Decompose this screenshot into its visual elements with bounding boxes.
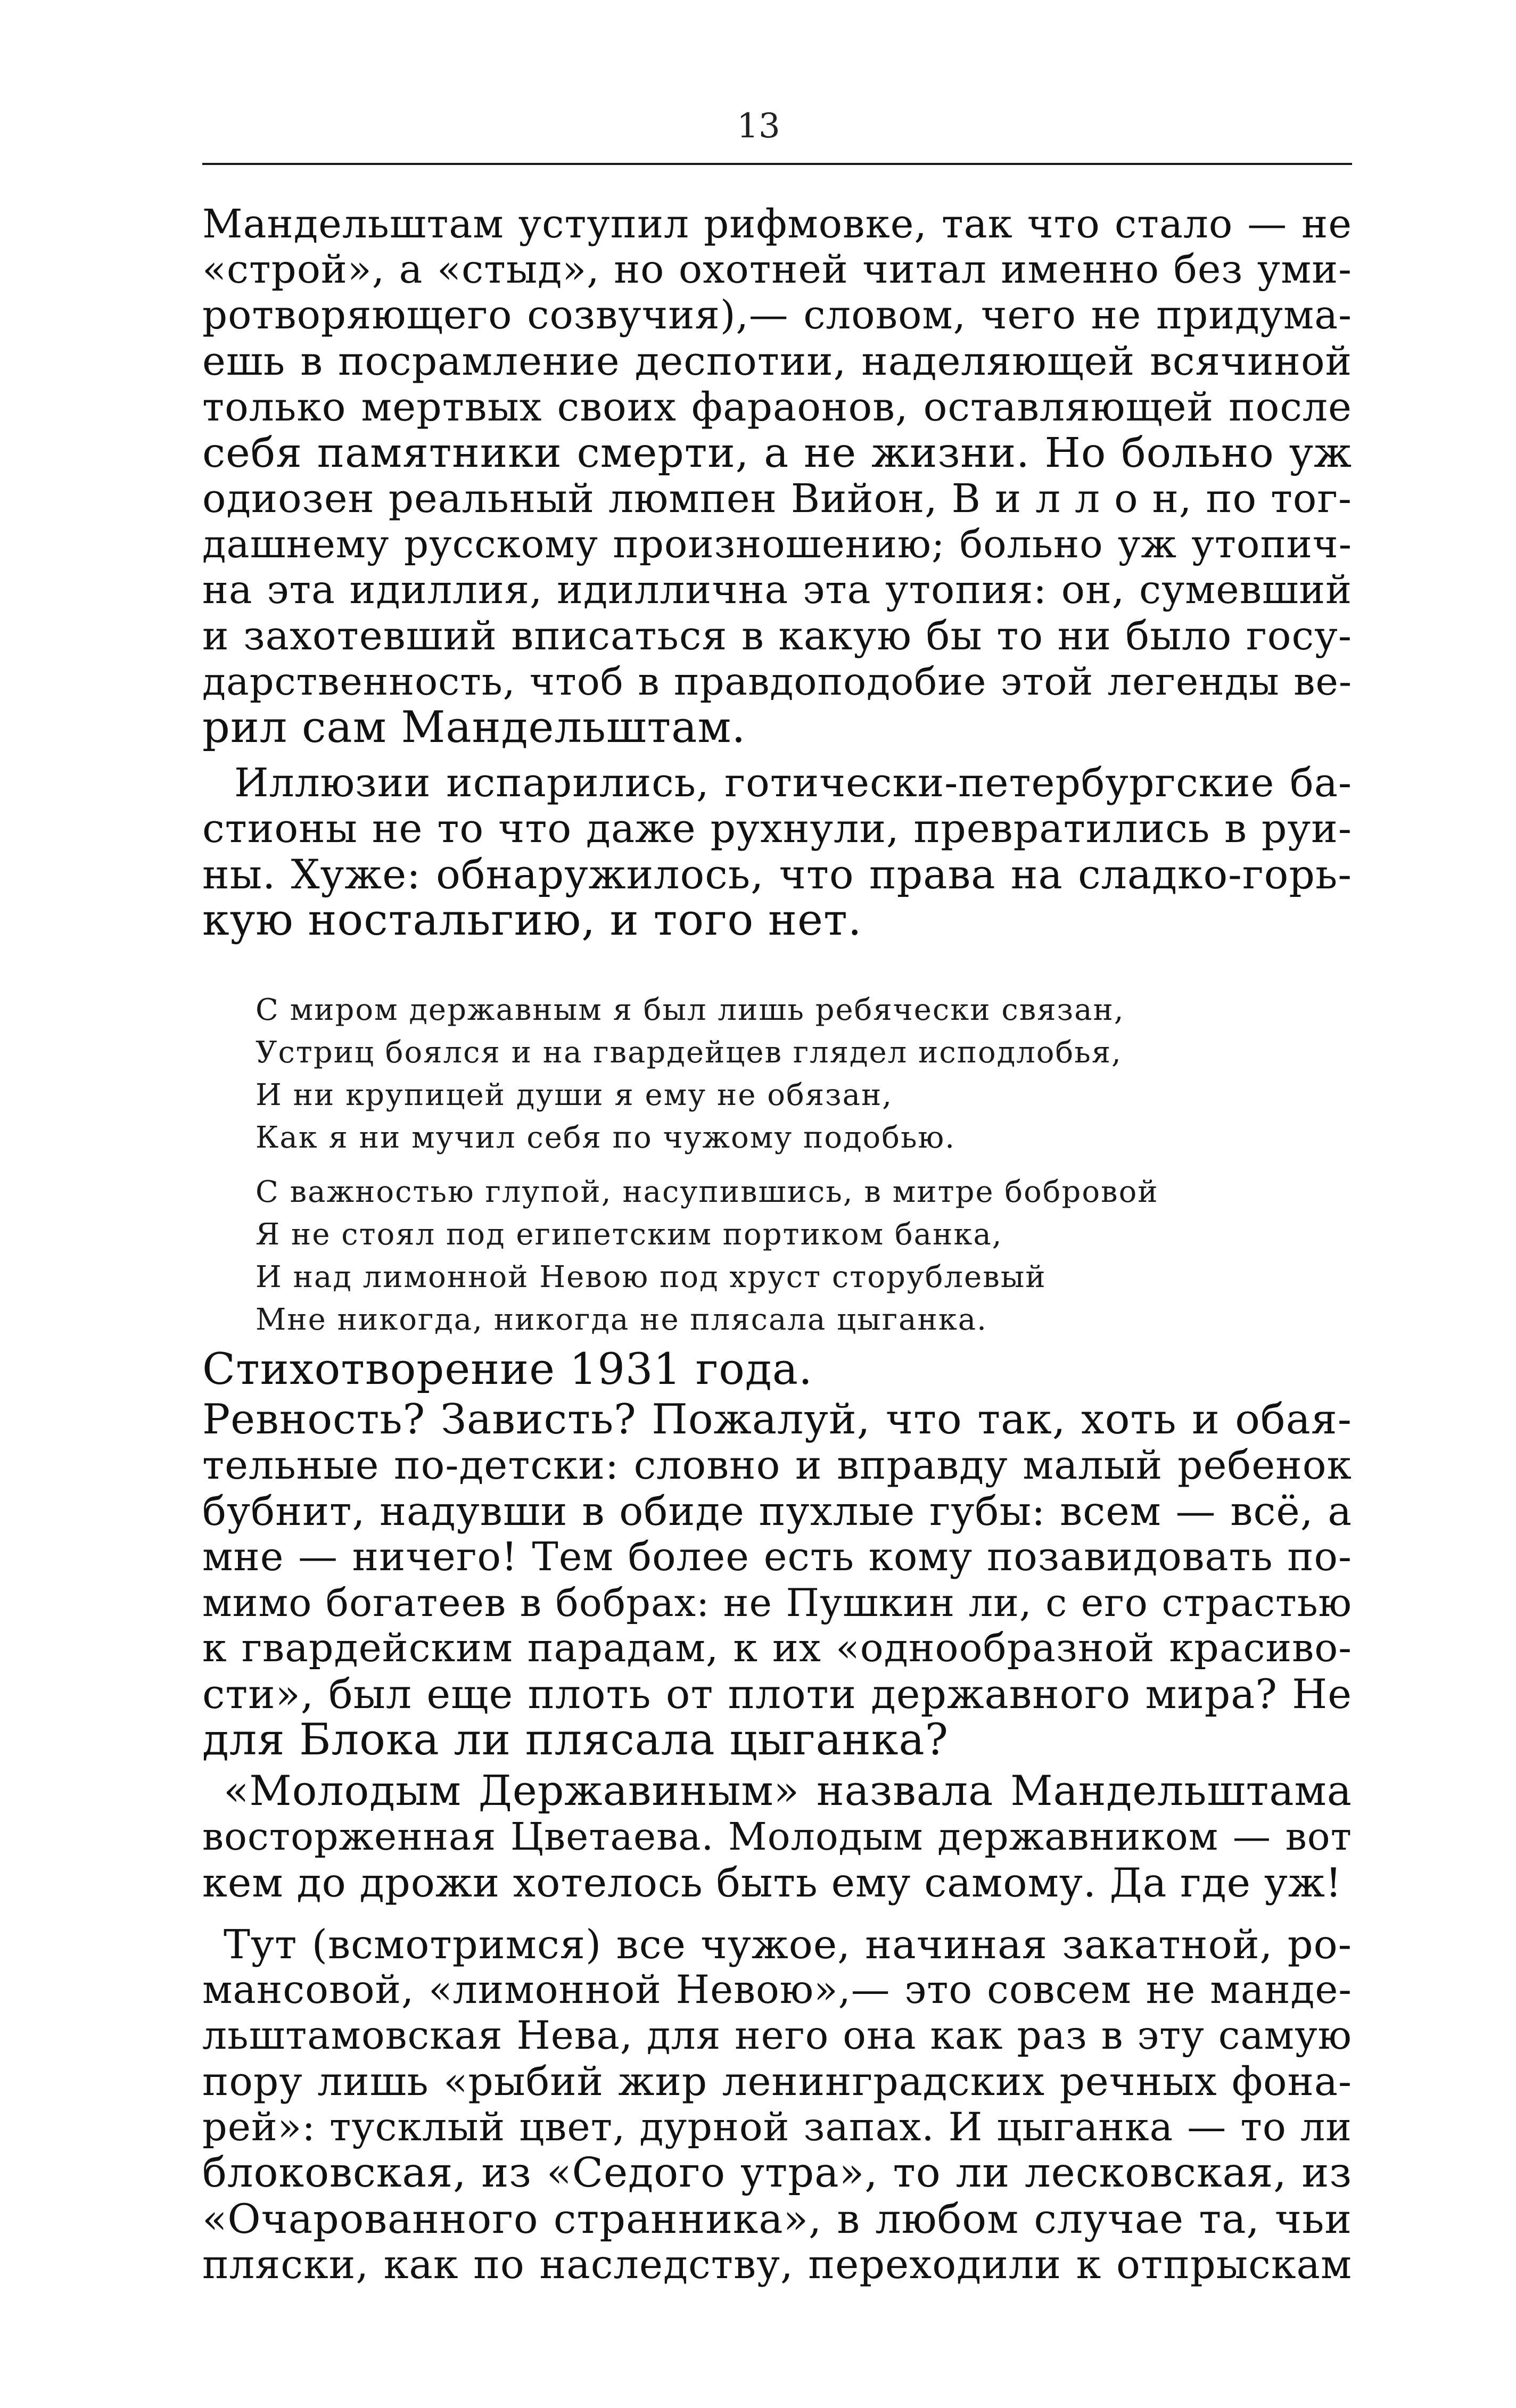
text-line: мне — ничего! Тем более есть кому позавидовать по- <box>202 1534 1352 1580</box>
paragraph-2 <box>202 760 1352 943</box>
paragraph-1 <box>202 201 1352 751</box>
text-line: мимо богатеев в бобрах: не Пушкин ли, с его страстью <box>202 1580 1352 1625</box>
text-line: себя памятники смерти, а не жизни. Но больно уж <box>202 429 1352 477</box>
text-line: дарственность, чтоб в правдоподобие этой легенды ве- <box>202 659 1352 704</box>
poem-line: С миром державным я был лишь ребячески связан, <box>256 993 1125 1027</box>
text-line: пляски, как по наследству, переходили к отпрыскам <box>202 2241 1352 2288</box>
text-line: Иллюзии испарились, готически-петербургские ба- <box>234 760 1352 806</box>
header-rule <box>202 163 1352 165</box>
text-line: ешь в посрамление деспотии, наделяющей всячиной <box>202 339 1352 384</box>
text-line: дашнему русскому произношению; больно уж утопич- <box>202 522 1352 567</box>
poem-line: Мне никогда, никогда не плясала цыганка. <box>256 1302 987 1337</box>
poem-line: Как я ни мучил себя по чужому подобью. <box>256 1120 956 1155</box>
text-line: Мандельштам уступил рифмовке, так что стало — не <box>202 201 1352 247</box>
text-line: бубнит, надувши в обиде пухлые губы: всем — всё, а <box>202 1488 1352 1535</box>
poem-line: Я не стоял под египетским портиком банка, <box>256 1217 1003 1252</box>
text-line: Стихотворение 1931 года. <box>202 1345 813 1395</box>
text-line: «Молодым Державиным» назвала Мандельштама <box>224 1767 1352 1815</box>
text-line: ротворяющего созвучия),— словом, чего не придума- <box>202 293 1352 338</box>
text-line: тельные по-детски: словно и вправду малый ребенок <box>202 1442 1352 1488</box>
text-line: «Очарованного странника», в любом случае та, чьи <box>202 2196 1352 2242</box>
poem-caption <box>202 1345 1352 1395</box>
paragraph-5 <box>202 1922 1352 2288</box>
text-line: Тут (всмотримся) все чужое, начиная закатной, ро- <box>224 1921 1352 1968</box>
text-line: льштамовская Нева, для него она как раз в эту самую <box>202 2014 1352 2058</box>
poem-line: И над лимонной Невою под хруст сторублевый <box>256 1260 1047 1294</box>
poem-line: С важностью глупой, насупившись, в митре бобровой <box>256 1175 1159 1209</box>
paragraph-4 <box>202 1768 1352 1906</box>
paragraph-3 <box>202 1397 1352 1763</box>
text-line: сти», был еще плоть от плоти державного мира? Не <box>202 1671 1352 1718</box>
text-line: блоковская, из «Седого утра», то ли лесковская, из <box>202 2149 1352 2197</box>
text-line: рей»: тусклый цвет, дурной запах. И цыганка — то ли <box>202 2105 1352 2150</box>
text-line: пору лишь «рыбий жир ленинградских речных фона- <box>202 2059 1352 2105</box>
poem-stanza-2 <box>256 1171 1309 1341</box>
text-line: кую ностальгию, и того нет. <box>202 895 862 945</box>
text-line: одиозен реальный люмпен Вийон, В и л л о н, по тог- <box>202 476 1352 522</box>
poem-line: И ни крупицей души я ему не обязан, <box>256 1078 893 1112</box>
text-line: на эта идиллия, идиллична эта утопия: он, сумевший <box>202 567 1352 613</box>
text-line: стионы не то что даже рухнули, превратились в руи- <box>202 805 1352 852</box>
poem-line: Устриц боялся и на гвардейцев глядел исподлобья, <box>256 1035 1122 1070</box>
text-line: только мертвых своих фараонов, оставляющей после <box>202 384 1352 430</box>
text-line: Ревность? Зависть? Пожалуй, что так, хоть и обая- <box>202 1396 1352 1444</box>
text-line: мансовой, «лимонной Невою»,— это совсем не манде- <box>202 1968 1352 2013</box>
text-line: рил сам Мандельштам. <box>202 703 746 753</box>
text-line: «строй», а «стыд», но охотней читал именно без уми- <box>202 247 1352 292</box>
text-line: восторженная Цветаева. Молодым державником — вот <box>202 1815 1352 1859</box>
poem-stanza-1 <box>256 989 1309 1159</box>
text-line: для Блока ли плясала цыганка? <box>202 1715 949 1765</box>
text-line: кем до дрожи хотелось быть ему самому. Да где уж! <box>202 1859 1342 1906</box>
text-line: ны. Хуже: обнаружилось, что права на сладко-горь- <box>202 851 1352 898</box>
text-line: и захотевший вписаться в какую бы то ни было госу- <box>202 613 1352 659</box>
text-line: к гвардейским парадам, к их «однообразной красиво- <box>202 1626 1352 1671</box>
page-number: 13 <box>737 106 780 146</box>
